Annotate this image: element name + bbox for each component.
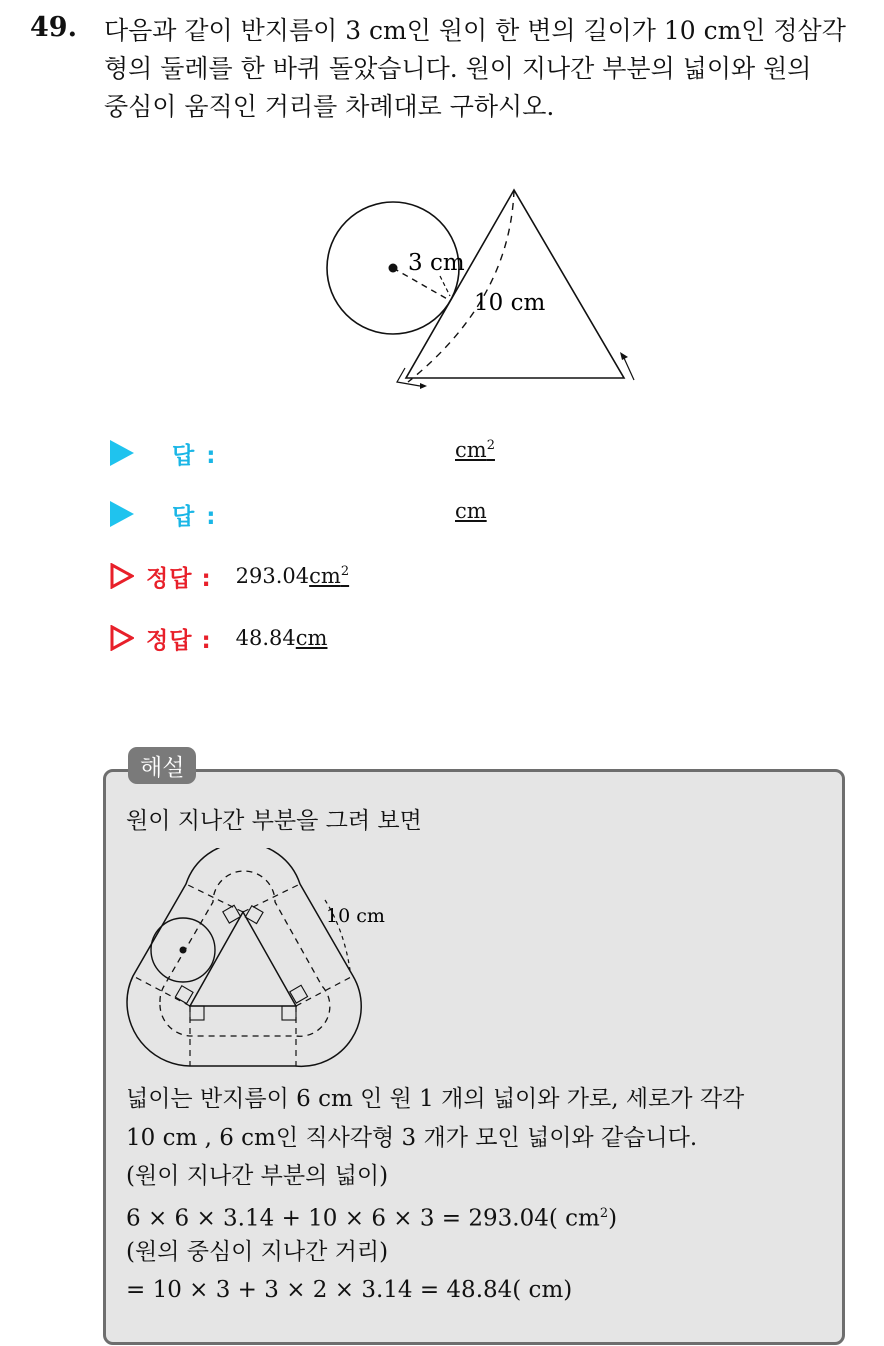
circle-triangle-figure <box>320 180 650 400</box>
correct-label: 정답 : <box>146 565 212 592</box>
explanation-line: 10 cm , 6 cm인 직사각형 3 개가 모인 넓이와 같습니다. <box>126 1125 698 1151</box>
correct-answer-row <box>110 620 327 656</box>
answer-row <box>110 496 217 532</box>
question-line: 중심이 움직인 거리를 차례대로 구하시오. <box>104 92 555 121</box>
answer-unit: cm <box>455 499 487 523</box>
outline-arrow-icon <box>110 563 134 589</box>
answer-unit: $cm^2$ <box>455 438 495 462</box>
answer-label: 답 : <box>172 503 218 530</box>
correct-value: $293.04cm^2$ <box>235 564 350 588</box>
explanation-line: (원의 중심이 지나간 거리) <box>126 1239 389 1265</box>
question-line: 다음과 같이 반지름이 3 cm인 원이 한 변의 길이가 10 cm인 정삼각 <box>104 16 846 45</box>
formula-area: 6 × 6 × 3.14 + 10 × 6 × 3 = 293.04( $cm^2$) <box>126 1205 618 1232</box>
question-text <box>104 12 864 126</box>
answer-row <box>110 435 217 471</box>
correct-label: 정답 : <box>146 627 212 654</box>
answer-label: 답 : <box>172 442 218 469</box>
correct-value: 48.84cm <box>235 626 328 650</box>
correct-answer-row <box>110 558 349 594</box>
explanation-line: 넓이는 반지름이 6 cm 인 원 1 개의 넓이와 가로, 세로가 각각 <box>126 1086 745 1112</box>
side-label: 10 cm <box>474 290 546 316</box>
figure-label: 10 cm <box>326 905 385 927</box>
question-number: 49. <box>30 12 77 43</box>
explanation-tag: 해설 <box>128 747 196 784</box>
explanation-intro: 원이 지나간 부분을 그려 보면 <box>126 808 422 834</box>
swept-area-figure <box>122 848 392 1072</box>
play-arrow-icon <box>110 440 134 466</box>
formula-distance: = 10 × 3 + 3 × 2 × 3.14 = 48.84( cm) <box>126 1277 573 1303</box>
question-line: 형의 둘레를 한 바퀴 돌았습니다. 원이 지나간 부분의 넓이와 원의 <box>104 54 812 83</box>
play-arrow-icon <box>110 501 134 527</box>
outline-arrow-icon <box>110 625 134 651</box>
radius-label: 3 cm <box>408 250 465 276</box>
explanation-line: (원이 지나간 부분의 넓이) <box>126 1163 389 1189</box>
